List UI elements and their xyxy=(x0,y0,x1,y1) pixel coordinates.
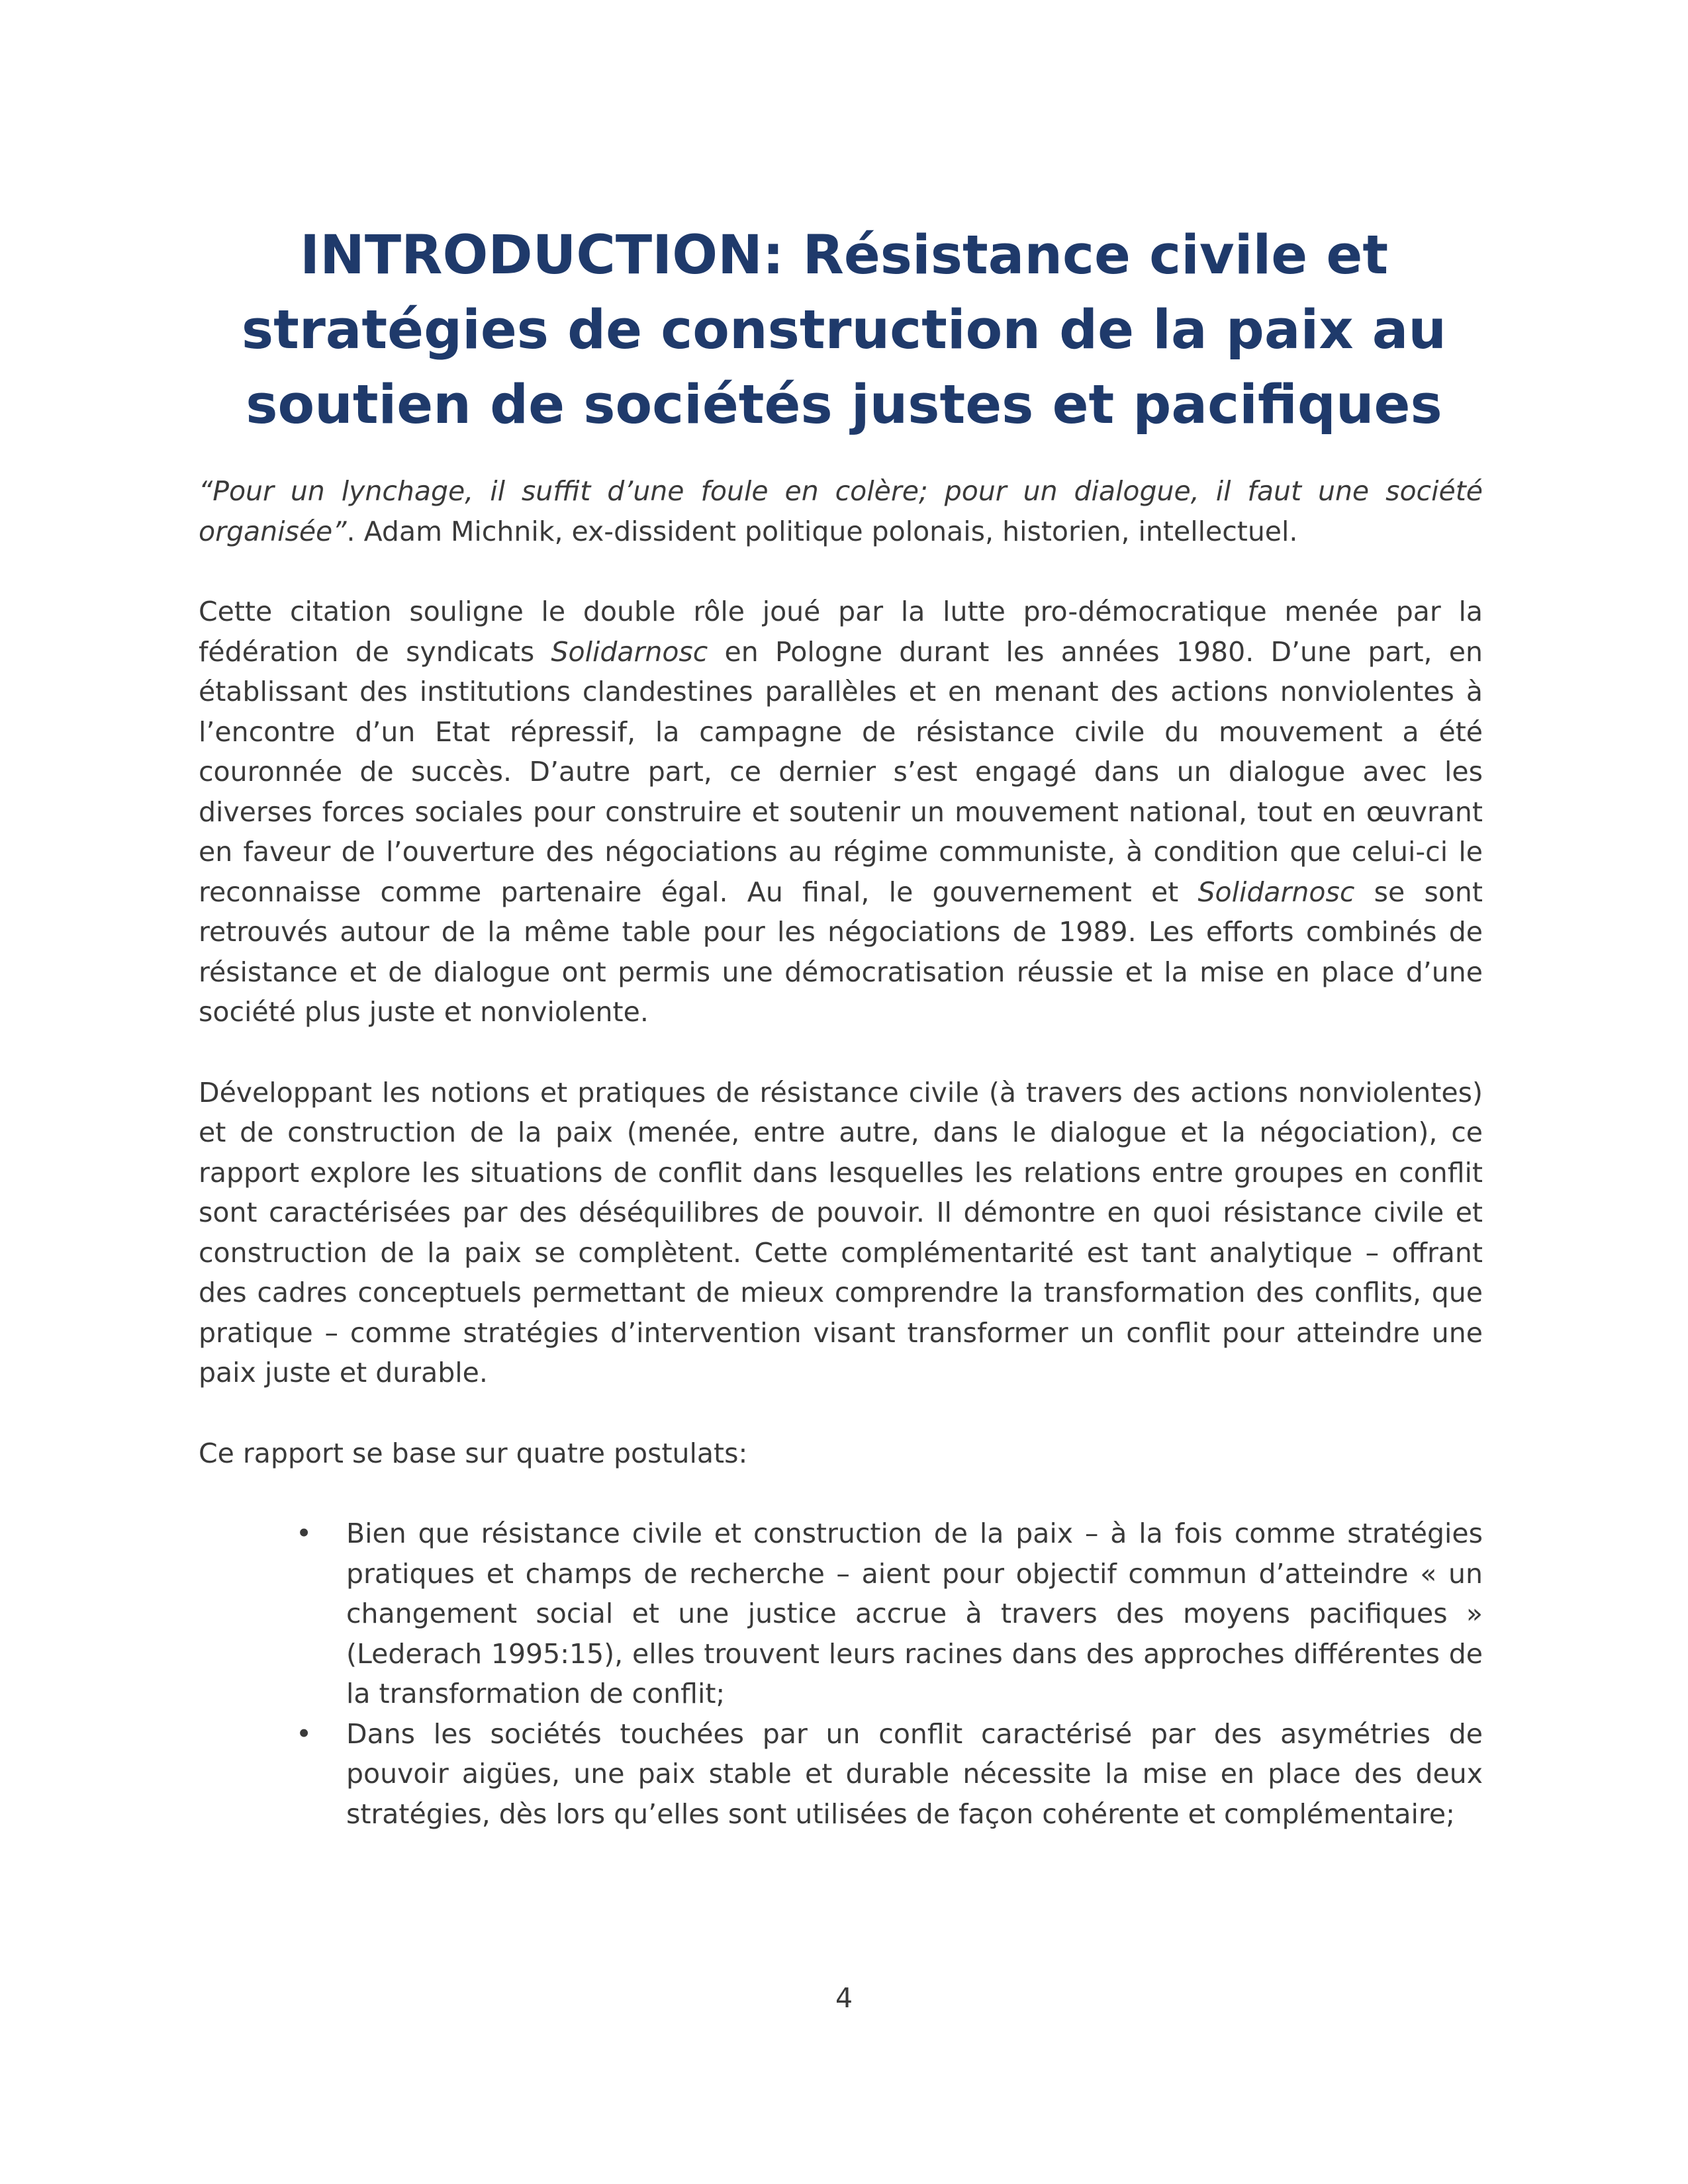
postulates-list xyxy=(199,1514,1483,1834)
quote-text: “Pour un lynchage, il suffit d’une foule en colère; pour un dialogue, il faut une société organisée” xyxy=(199,475,1483,547)
bullet-icon: • xyxy=(296,1518,312,1549)
page-title xyxy=(199,218,1489,443)
title-line-2: stratégies de construction de la paix au xyxy=(241,299,1447,361)
title-line-3: soutien de sociétés justes et pacifiques xyxy=(246,374,1442,436)
bullet-icon: • xyxy=(296,1717,312,1750)
paragraph1-italic1: Solidarnosc xyxy=(551,635,708,668)
paragraph-report-scope: Développant les notions et pratiques de résistance civile (à travers des actions nonviolentes) et de construction de la paix (menée, entre autre, dans le dialogue et la négociation), ce rapport explore les situations de conflit dans lesquelles les relations entre groupes en conflit sont caractérisées par des déséquilibres de pouvoir. Il démontre en quoi résistance civile et construction de la paix se complètent. Cette complémentarité est tant analytique – offrant des cadres conceptuels permettant de mieux comprendre la transformation des conflits, que pratique – comme stratégies d’intervention visant transformer un conflit pour atteindre une paix juste et durable. xyxy=(199,1076,1483,1388)
quote-attribution: . Adam Michnik, ex-dissident politique polonais, historien, intellectuel. xyxy=(346,515,1298,547)
list-item-text: Bien que résistance civile et construction de la paix – à la fois comme stratégies pratiques et champs de recherche – aient pour objectif commun d’atteindre « un changement social et une justice accrue à travers des moyens pacifiques » (Lederach 1995:15), elles trouvent leurs racines dans des approches différentes de la transformation de conflit; xyxy=(346,1518,1483,1709)
paragraph1-part2: en Pologne durant les années 1980. D’une part, en établissant des institutions clandestines parallèles et en menant des actions nonviolentes à l’encontre d’un Etat répressif, la campagne de résistance civile du mouvement a été couronnée de succès. D’autre part, ce dernier s’est engagé dans un dialogue avec les diverses forces sociales pour construire et soutenir un mouvement national, tout en œuvrant en faveur de l’ouverture des négociations au régime communiste, à condition que celui-ci le reconnaisse comme partenaire égal. Au final, le gouvernement et xyxy=(199,635,1483,908)
paragraph1-italic2: Solidarnosc xyxy=(1197,876,1355,908)
epigraph-quote xyxy=(199,471,1483,551)
paragraph1-part1: Cette citation souligne le double rôle joué par la lutte pro-démocratique menée par la fédération de syndicats xyxy=(199,596,1483,668)
title-line-1: INTRODUCTION: Résistance civile et xyxy=(299,224,1389,287)
list-item-text: Dans les sociétés touchées par un conflit caractérisé par des asymétries de pouvoir aigües, une paix stable et durable nécessite la mise en place des deux stratégies, dès lors qu’elles sont utilisées de façon cohérente et complémentaire; xyxy=(346,1717,1483,1830)
list-item xyxy=(296,1714,1483,1835)
paragraph-solidarnosc xyxy=(199,592,1483,1032)
paragraph1-part3: se sont retrouvés autour de la même table pour les négociations de 1989. Les efforts combinés de résistance et de dialogue ont permis une démocratisation réussie et la mise en place d’une société plus juste et nonviolente. xyxy=(199,876,1483,1028)
list-item xyxy=(296,1514,1483,1714)
paragraph-postulates-intro: Ce rapport se base sur quatre postulats: xyxy=(199,1437,748,1469)
body-text xyxy=(199,471,1483,1834)
page-number: 4 xyxy=(835,1982,853,2014)
